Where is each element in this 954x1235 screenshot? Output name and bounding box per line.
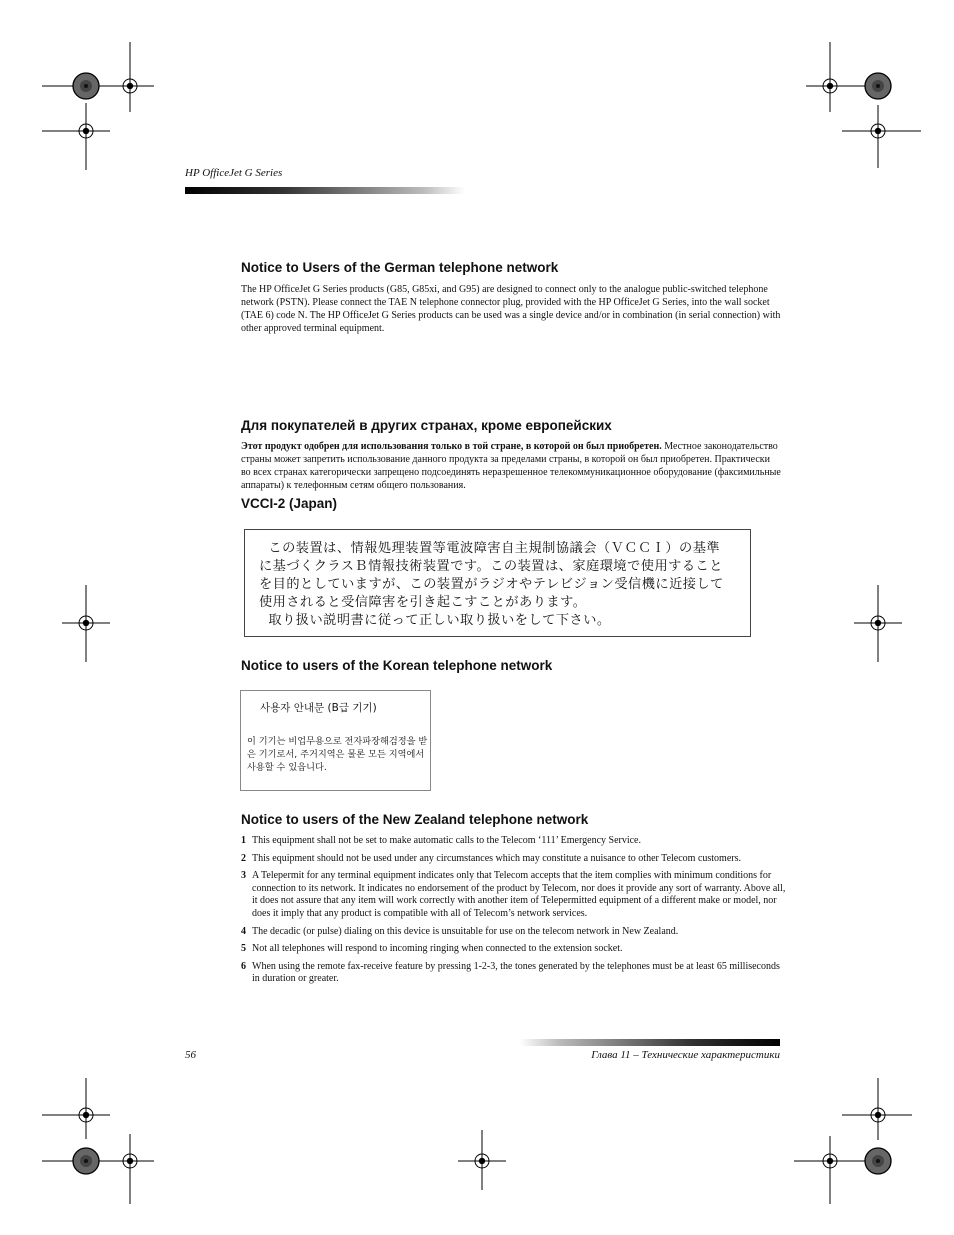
list-item-number: 3 bbox=[241, 870, 246, 882]
running-header: HP OfficeJet G Series bbox=[185, 167, 283, 179]
nz-notice-heading: Notice to users of the New Zealand telephone network bbox=[241, 812, 589, 827]
korean-box-title: 사용자 안내문 (B급 기기) bbox=[260, 702, 377, 714]
russian-notice-heading: Для покупателей в других странах, кроме европейских bbox=[241, 418, 612, 433]
list-item-text: Not all telephones will respond to incoming ringing when connected to the extension socket. bbox=[252, 943, 623, 955]
list-item-text: When using the remote fax-receive feature by pressing 1-2-3, the tones generated by the telephones must be at least 65 milliseconds in duration or greater. bbox=[252, 960, 780, 985]
vcci-notice-text: この装置は、情報処理装置等電波障害自主規制協議会（ＶＣＣＩ）の基準 に基づくクラスＢ情報技術装置です。この装置は、家庭環境で使用すること を目的としていますが、この装置がラジオやテレビジョン受信機に近接して 使用されると受信障害を引き起こすことがあります。 取り扱い説明書に従って正しい取り扱いをして下さい。 bbox=[259, 541, 724, 628]
korean-notice-box bbox=[240, 690, 431, 791]
list-item-text: The decadic (or pulse) dialing on this device is unsuitable for use on the telecom network in New Zealand. bbox=[252, 925, 679, 937]
nz-notice-list bbox=[241, 835, 786, 991]
list-item bbox=[241, 870, 786, 920]
german-notice-body: The HP OfficeJet G Series products (G85, G85xi, and G95) are designed to connect only to the analogue public-switched telephone network (PSTN). Please connect the TAE N telephone connector plug, provided with the HP OfficeJet G Series, into the wall socket (TAE 6) code N. The HP OfficeJet G Series products can be used was a single device and/or in combination (in serial connection) with other approved terminal equipment. bbox=[241, 284, 781, 334]
footer-rule bbox=[520, 1039, 780, 1046]
list-item-number: 4 bbox=[241, 925, 246, 937]
page-number: 56 bbox=[185, 1049, 196, 1061]
german-notice-heading: Notice to Users of the German telephone network bbox=[241, 260, 559, 275]
list-item-text: This equipment should not be used under any circumstances which may constitute a nuisance to other Telecom customers. bbox=[252, 852, 741, 864]
russian-notice-rest: Местное законодательство страны может запретить использование данного продукта за пределами страны, в которой он был приобретен. Практически во всех странах категорически запрещено подсоединять неразрешенное телекоммуникационное оборудование (факсимильные аппараты) к телефонным сетям общего пользования. bbox=[241, 441, 781, 491]
list-item bbox=[241, 961, 786, 986]
list-item-text: A Telepermit for any terminal equipment indicates only that Telecom accepts that the item complies with minimum conditions for connection to its network. It indicates no endorsement of the product by Telecom, nor does it provide any sort of warranty. Above all, it does not assure that any item will work correctly with another item of Telepermitted equipment of a different make or model, nor does it imply that any product is compatible with all of Telecom’s network services. bbox=[252, 870, 786, 919]
russian-notice-body bbox=[241, 440, 781, 492]
list-item-number: 1 bbox=[241, 835, 246, 846]
list-item bbox=[241, 835, 786, 848]
list-item bbox=[241, 926, 786, 939]
list-item-text: This equipment shall not be set to make automatic calls to the Telecom ‘111’ Emergency Service. bbox=[252, 835, 641, 846]
list-item-number: 5 bbox=[241, 943, 246, 955]
chapter-footer: Глава 11 – Технические характеристики bbox=[591, 1049, 780, 1061]
list-item-number: 2 bbox=[241, 852, 246, 864]
vcci-notice-box bbox=[244, 529, 751, 637]
russian-notice-bold: Этот продукт одобрен для использования только в той стране, в которой он был приобретен. bbox=[241, 441, 662, 452]
list-item-number: 6 bbox=[241, 960, 246, 972]
korean-notice-heading: Notice to users of the Korean telephone network bbox=[241, 658, 553, 673]
list-item bbox=[241, 943, 786, 956]
vcci-heading: VCCI-2 (Japan) bbox=[241, 496, 338, 511]
korean-box-text: 이 기기는 비업무용으로 전자파장해검정을 받은 기기로서, 주거지역은 물론 모든 지역에서 사용할 수 있읍니다. bbox=[247, 736, 428, 773]
header-rule bbox=[185, 187, 465, 194]
list-item bbox=[241, 853, 786, 866]
